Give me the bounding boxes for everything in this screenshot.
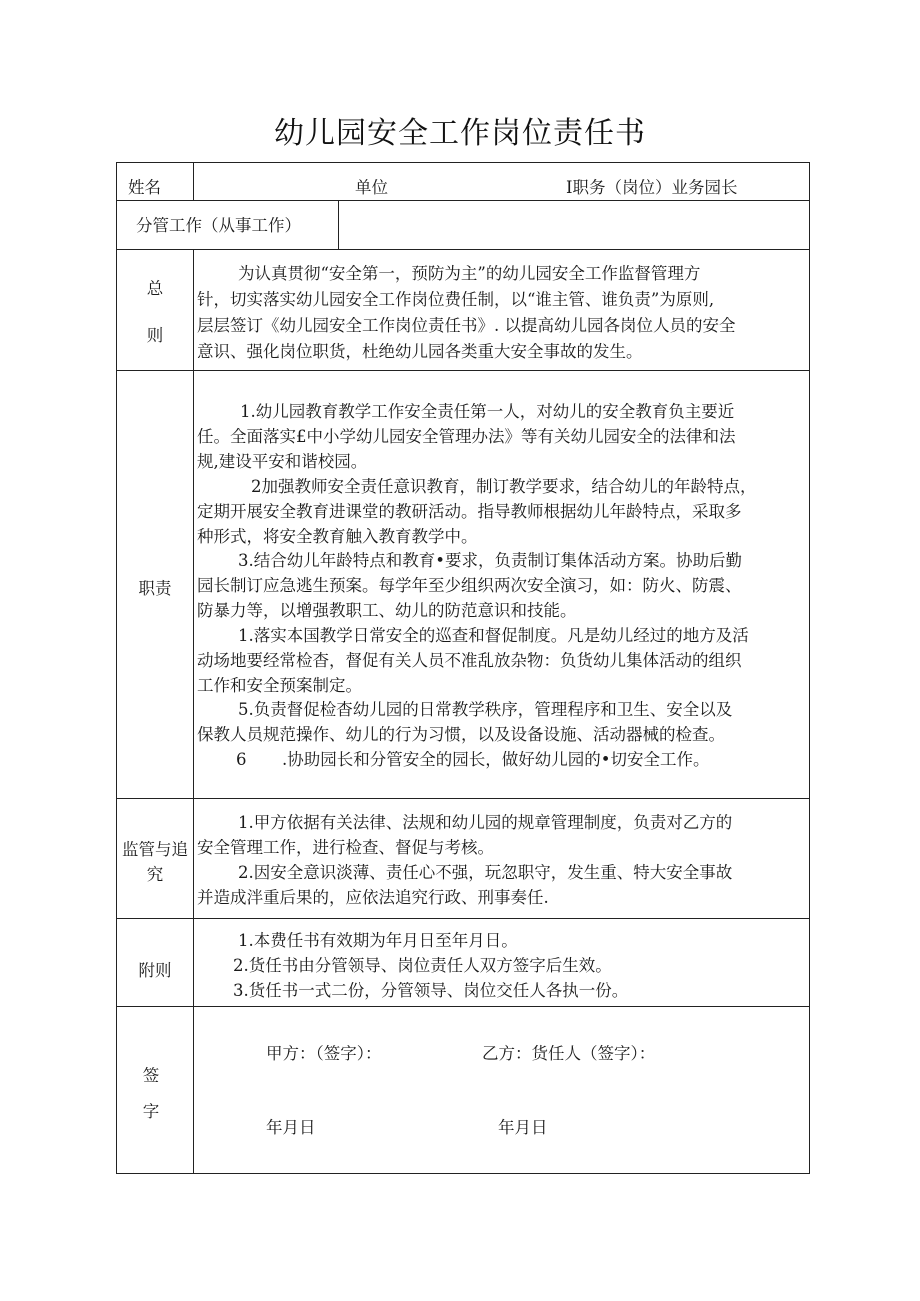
row-divider (116, 200, 810, 201)
supervision-line: 2.因安全意识淡薄、责任心不强，玩忽职守，发生重、特大安全事故 (238, 863, 733, 882)
name-label: 姓名 (128, 178, 161, 197)
party-b-signature: 乙方：货任人（签字）： (482, 1044, 656, 1063)
duty-line: 任。全面落实£中小学幼儿园安全管理办法》等有关幼儿园安全的法律和法 (197, 427, 736, 446)
supervision-label-bottom: 究 (146, 865, 164, 884)
assigned-work-label: 分管工作（从事工作） (136, 216, 301, 235)
appendix-line: 2.货任书由分管领导、岗位责任人双方签字后生效。 (233, 956, 612, 975)
duty-line: 1.落实本国教学日常安全的巡查和督促制度。凡是幼儿经过的地方及活 (238, 626, 749, 645)
duty-line: 园长制订应急逃生预案。每学年至少组织两次安全演习，如：防火、防震、 (197, 576, 742, 595)
duty-line: 3.结合幼儿年龄特点和教育•要求，负责制订集体活动方案。协助后勤 (238, 551, 742, 570)
duty-line: 规,建设平安和谐校园。 (197, 452, 368, 471)
appendix-label: 附则 (138, 961, 172, 980)
appendix-line: 3.货任书一式二份，分管领导、岗位交任人各执一份。 (233, 981, 629, 1000)
column-divider (193, 249, 194, 1174)
general-line: 为认真贯彻“安全第一，预防为主”的幼儿园安全工作监督管理方 (238, 264, 701, 283)
general-line: 意识、强化岗位职货，杜绝幼儿园各类重大安全事故的发生。 (197, 342, 643, 361)
duty-line: 种形式，将安全教育触入教育教学中。 (197, 527, 478, 546)
duty-line: 动场地要经常检杳，督促有关人员不准乱放杂物：负货幼儿集体活动的组织 (197, 651, 742, 670)
duty-line: 保教人员规范操作、幼儿的行为习惯，以及设备设施、活动器械的检查。 (197, 725, 725, 744)
duty-line: 1.幼儿园教育教学工作安全责任第一人，对幼儿的安全教育负主要近 (240, 402, 735, 421)
duty-line: 5.负责督促检杳幼儿园的日常教学秩序，管理程序和卫生、安全以及 (238, 700, 733, 719)
supervision-label-top: 监管与追 (122, 840, 188, 859)
document-title: 幼儿园安全工作岗位责任书 (274, 116, 646, 151)
duty-line: 防暴力等，以增强教职工、幼儿的防范意识和技能。 (197, 601, 577, 620)
unit-label: 单位 (355, 178, 388, 197)
row-divider (116, 370, 810, 371)
appendix-line: 1.本费任书有效期为年月日至年月日。 (238, 931, 518, 950)
row-divider (116, 1006, 810, 1007)
party-a-date: 年月日 (266, 1118, 316, 1137)
general-label-bottom: 则 (146, 326, 164, 345)
duty-line: .协助园长和分管安全的园长，做好幼儿园的•切安全工作。 (282, 750, 710, 769)
signature-label-bottom: 字 (142, 1102, 160, 1121)
supervision-line: 1.甲方依据有关法律、法规和幼儿园的规章管理制度，负责对乙方的 (238, 813, 733, 832)
supervision-line: 安全管理工作，进行检查、督促与考核。 (197, 838, 494, 857)
party-b-date: 年月日 (498, 1118, 548, 1137)
column-divider (193, 162, 194, 200)
duty-line: 工作和安全预案制定。 (197, 676, 362, 695)
signature-label-top: 签 (142, 1066, 160, 1085)
general-line: 层层签订《幼儿园安全工作岗位责任书》. 以提高幼儿园各岗位人员的安全 (197, 316, 736, 335)
general-line: 针，切实落实幼儿园安全工作岗位费任制，以“谁主管、谁负责”为原则, (197, 290, 715, 309)
position-label: I职务（岗位）业务园长 (566, 178, 738, 197)
general-label-top: 总 (146, 279, 164, 298)
party-a-signature: 甲方：（签字）： (266, 1044, 382, 1063)
duties-label: 职责 (138, 579, 172, 598)
duty-number: 6 (236, 750, 247, 769)
row-divider (116, 918, 810, 919)
column-divider (338, 200, 339, 249)
duty-line: 定期开展安全教育进课堂的教研活动。指导教师根据幼儿年龄特点，采取多 (197, 502, 742, 521)
duty-line: 2加强教师安全责任意识教育，制订教学要求，结合幼儿的年龄特点， (251, 477, 757, 496)
row-divider (116, 798, 810, 799)
row-divider (116, 249, 810, 250)
supervision-line: 并造成泮重后果的，应依法追究行政、刑事奏任. (197, 888, 549, 907)
